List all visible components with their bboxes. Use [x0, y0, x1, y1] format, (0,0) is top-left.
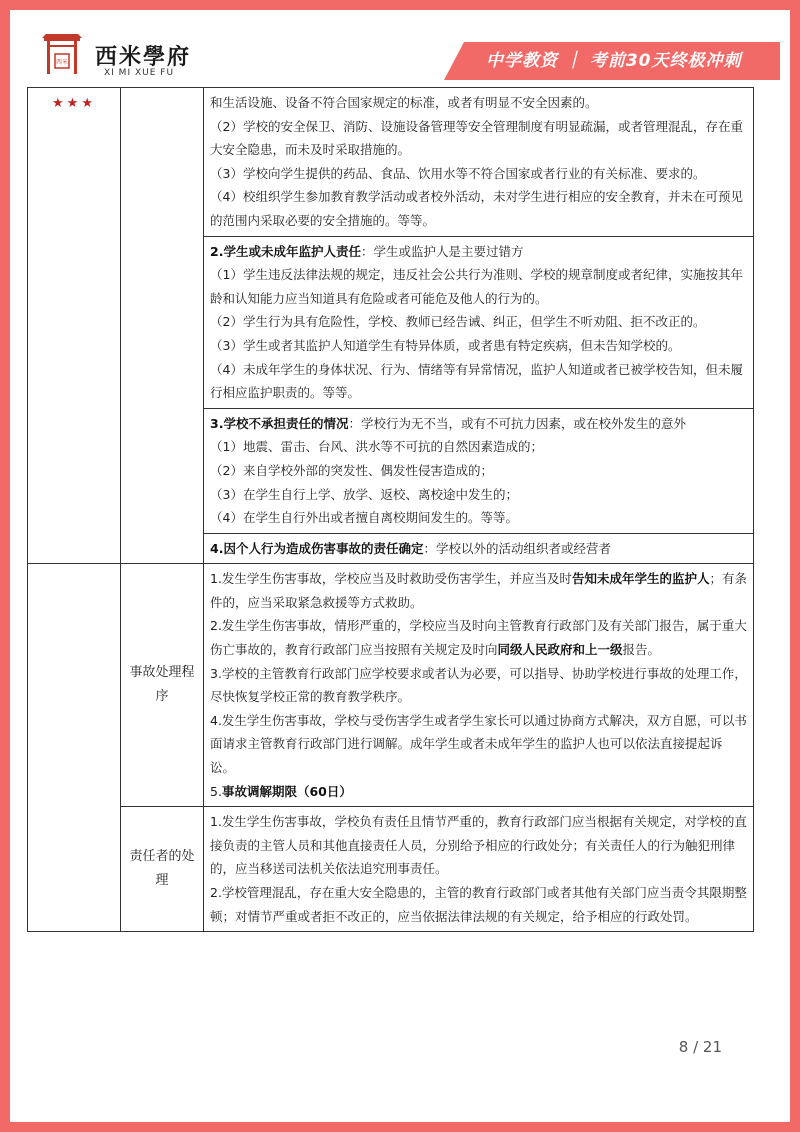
table-row [28, 807, 754, 932]
content-table [27, 87, 754, 932]
emphasis-text: 事故调解期限（60日） [221, 783, 352, 799]
text-span: ；有条件的，应当采取紧急救援等方式救助。 [210, 571, 747, 610]
section-title: 2.学生或未成年监护人责任 [210, 243, 361, 259]
text-line: 4.发生学生伤害事故，学校与受伤害学生或者学生家长可以通过协商方式解决，双方自愿，可以书面请求主管教育行政部门进行调解。成年学生或者未成年学生的监护人也可以依法直接提起诉讼。 [210, 712, 747, 776]
text-span: 1.发生学生伤害事故，学校应当及时救助受伤害学生，并应当及时 [210, 571, 572, 587]
text-span: 报告。 [622, 642, 661, 658]
student-guardian-liability-cell [204, 236, 754, 408]
section-subtitle: ：学校行为无不当，或有不可抗力因素，或在校外发生的意外 [348, 415, 686, 431]
text-line: 和生活设施、设备不符合国家规定的标准，或者有明显不安全因素的。 [210, 95, 598, 110]
svg-text:西米: 西米 [55, 59, 69, 66]
text-line: （1）地震、雷击、台风、洪水等不可抗的自然因素造成的； [210, 439, 543, 455]
procedure-label: 事故处理程序 [121, 564, 204, 807]
school-no-liability-cell [204, 408, 754, 533]
text-line: （4）校组织学生参加教育教学活动或者校外活动，未对学生进行相应的安全教育，并未在可预见的范围内采取必要的安全措施的。等等。 [210, 189, 743, 228]
procedure-cell [204, 564, 754, 807]
empty-category-cell [121, 88, 204, 564]
emphasis-text: 同级人民政府和上一级 [497, 642, 623, 658]
text-line: （2）来自学校外部的突发性、偶发性侵害造成的； [210, 462, 493, 478]
text-line: （3）学生或者其监护人知道学生有特异体质，或者患有特定疾病，但未告知学校的。 [210, 337, 681, 353]
text-line: （2）学生行为具有危险性，学校、教师已经告诫、纠正，但学生不听劝阻、拒不改正的。 [210, 314, 706, 330]
text-line: （2）学校的安全保卫、消防、设施设备管理等安全管理制度有明显疏漏，或者管理混乱，存在重大安全隐患，而未及时采取措施的。 [210, 118, 743, 158]
text-line: 3.学校的主管教育行政部门应学校要求或者认为必要，可以指导、协助学校进行事故的处理工作，尽快恢复学校正常的教育教学秩序。 [210, 665, 747, 705]
liability-label: 责任者的处理 [121, 807, 204, 932]
section-title: 3.学校不承担责任的情况 [210, 415, 349, 431]
section-subtitle: ：学生或监护人是主要过错方 [360, 243, 524, 259]
emphasis-text: 告知未成年学生的监护人 [571, 571, 710, 587]
importance-stars: ★★★ [28, 88, 121, 564]
logo-name: 西米學府 [95, 44, 192, 70]
page-number: 8 / 21 [678, 1038, 722, 1056]
text-span: 5. [210, 783, 222, 799]
table-row [28, 564, 754, 807]
empty-stars-cell [28, 564, 121, 932]
text-span: 2.发生学生伤害事故，情形严重的，学校应当及时向主管教育行政部门及有关部门报告，属于重大伤亡事故的，教育行政部门应当按照有关规定及时向 [210, 618, 747, 658]
text-line: 1.发生学生伤害事故，学校负有责任且情节严重的，教育行政部门应当根据有关规定，对学校的直接负责的主管人员和其他直接责任人员，分别给予相应的行政处分；有关责任人的行为触犯刑律的，应当移送司法机关依法追究刑事责任。 [210, 814, 747, 877]
individual-liability-cell [204, 533, 754, 564]
text-line: （3）学校向学生提供的药品、食品、饮用水等不符合国家或者行业的有关标准、要求的。 [210, 165, 706, 181]
school-gate-icon [40, 30, 84, 76]
school-liability-cell [204, 88, 754, 237]
text-line: 2.学校管理混乱，存在重大安全隐患的，主管的教育行政部门或者其他有关部门应当责令其限期整顿；对情节严重或者拒不改正的，应当依据法律法规的有关规定，给予相应的行政处罚。 [210, 885, 747, 924]
section-title: 4.因个人行为造成伤害事故的责任确定 [210, 540, 424, 556]
text-line: （1）学生违反法律法规的规定，违反社会公共行为准则、学校的规章制度或者纪律，实施按其年龄和认知能力应当知道具有危险或者可能危及他人的行为的。 [210, 267, 743, 306]
text-line: （3）在学生自行上学、放学、返校、离校途中发生的； [210, 486, 518, 502]
logo-subtitle: XI MI XUE FU [104, 68, 175, 78]
liability-cell [204, 807, 754, 932]
text-line: （4）未成年学生的身体状况、行为、情绪等有异常情况，监护人知道或者已被学校告知，但未履行相应监护职责的。等等。 [210, 361, 743, 401]
table-row [28, 88, 754, 237]
section-subtitle: ：学校以外的活动组织者或经营者 [423, 540, 611, 556]
banner-notch [444, 42, 464, 80]
header-banner: 中学教资 ｜ 考前30天终极冲刺 [444, 42, 780, 80]
text-line: （4）在学生自行外出或者擅自离校期间发生的。等等。 [210, 510, 518, 526]
